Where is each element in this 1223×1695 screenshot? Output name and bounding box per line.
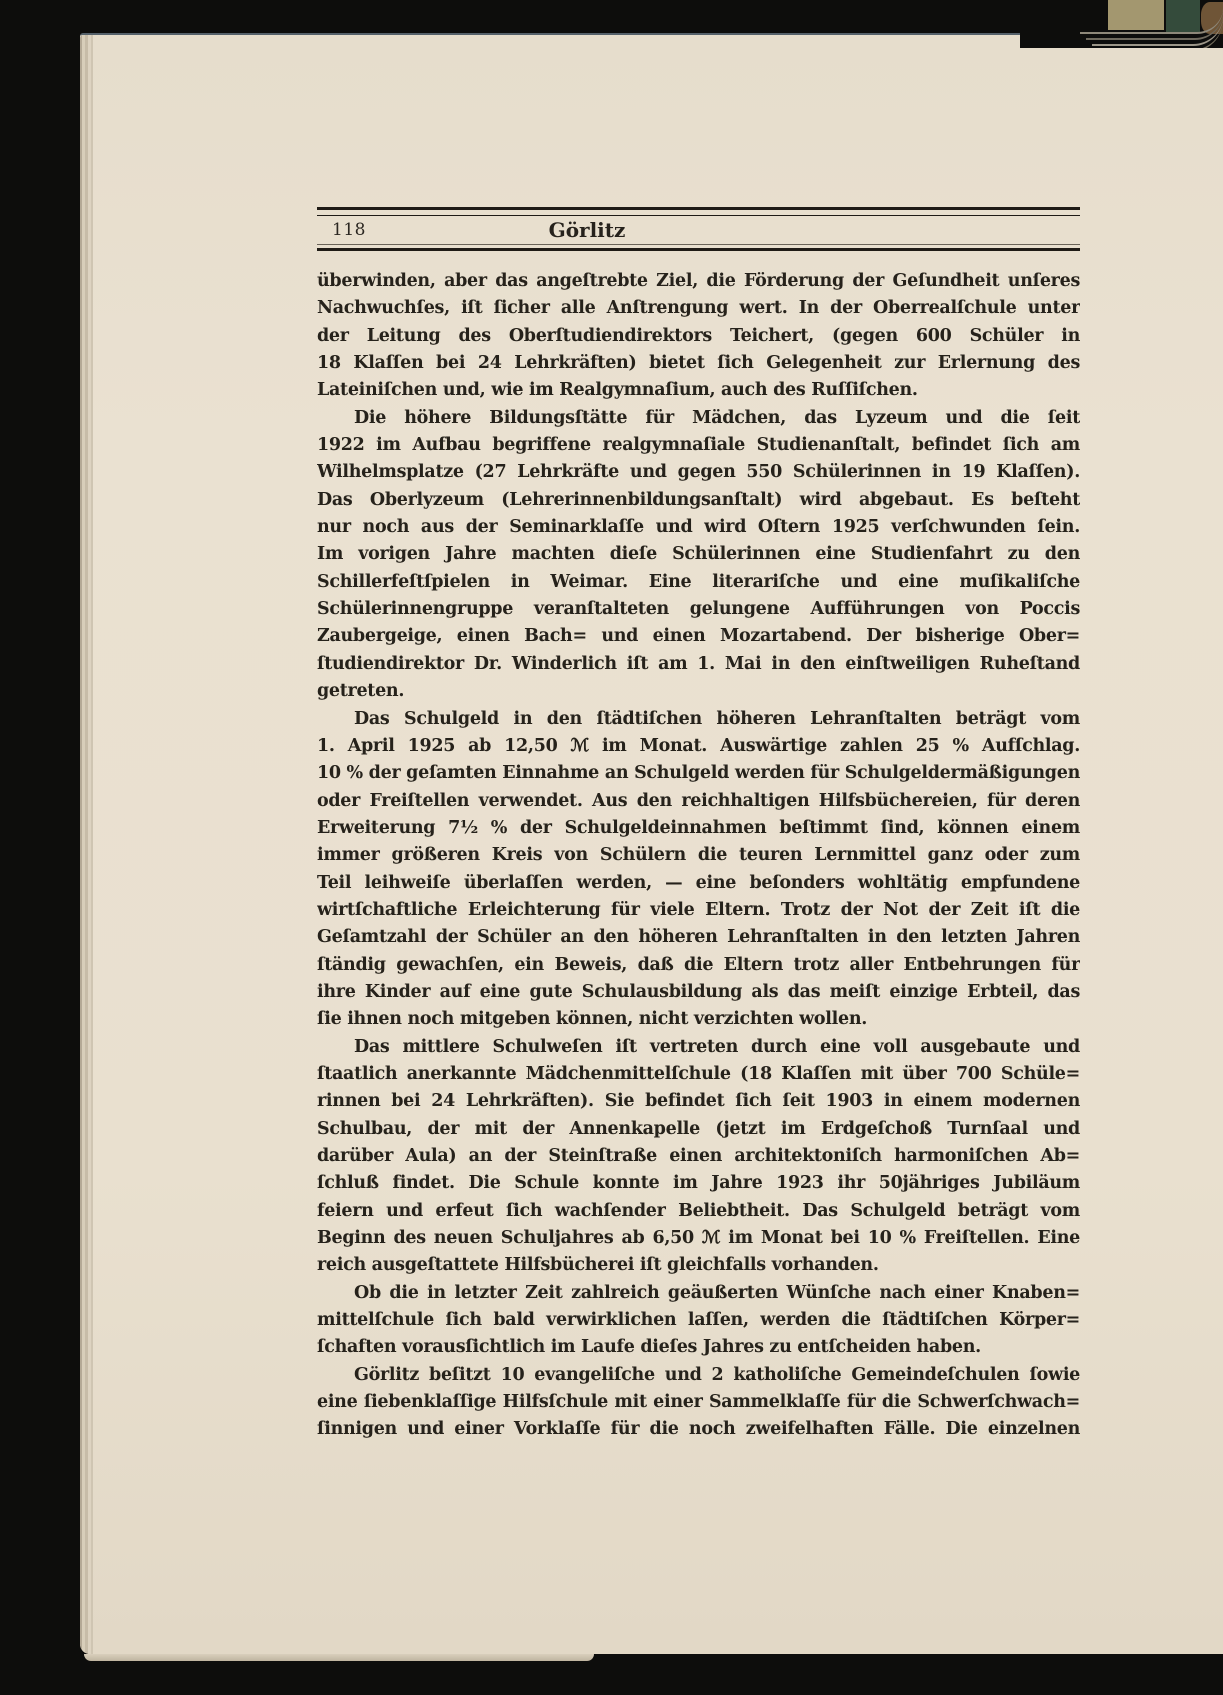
- text-line: ſchaften vorausſichtlich im Laufe dieſes Jahres zu entſcheiden haben.: [317, 1337, 981, 1358]
- text-line: nur noch aus der Seminarklaſſe und wird Oſtern 1925 verſchwunden ſein.: [317, 517, 1080, 538]
- text-line: Wilhelmsplatze (27 Lehrkräfte und gegen 550 Schülerinnen in 19 Klaſſen).: [317, 462, 1080, 483]
- text-line: Das Oberlyzeum (Lehrerinnenbildungsanſtalt) wird abgebaut. Es beſteht: [317, 489, 1080, 510]
- header-rule-bottom-thin: [317, 244, 1080, 245]
- text-line: 1922 im Aufbau begriffene realgymnaſiale Studienanſtalt, befindet ſich am: [317, 435, 1080, 456]
- book-page-edge-line: [1098, 20, 1223, 48]
- text-line: Schülerinnengruppe veranſtalteten gelungene Aufführungen von Poccis: [317, 599, 1080, 620]
- text-line: Das mittlere Schulweſen iſt vertreten durch eine voll ausgebaute und: [354, 1036, 1080, 1057]
- page-number: 118: [332, 220, 366, 240]
- text-line: ſinnigen und einer Vorklaſſe für die noch zweifelhaften Fälle. Die einzelnen: [317, 1419, 1080, 1440]
- text-line: Lateiniſchen und, wie im Realgymnaſium, auch des Ruſſiſchen.: [317, 380, 918, 401]
- text-line: getreten.: [317, 681, 405, 702]
- text-line: 10 % der geſamten Einnahme an Schulgeld werden für Schulgeldermäßigungen: [317, 763, 1080, 784]
- text-line: Schulbau, der mit der Annenkapelle (jetzt im Erdgeſchoß Turnſaal und: [317, 1118, 1080, 1139]
- text-line: mittelſchule ſich bald verwirklichen laſſen, werden die ſtädtiſchen Körper=: [317, 1310, 1080, 1331]
- text-line: reich ausgeſtattete Hilfsbücherei iſt gleichfalls vorhanden.: [317, 1255, 879, 1276]
- text-line: ſtaatlich anerkannte Mädchenmittelſchule (18 Klaſſen mit über 700 Schüle=: [317, 1063, 1080, 1084]
- header-rule-top-thick: [317, 207, 1080, 210]
- text-line: ſtudiendirektor Dr. Winderlich iſt am 1. Mai in den einſtweiligen Ruheſtand: [317, 653, 1080, 674]
- running-head-title: Görlitz: [548, 218, 626, 242]
- text-line: Teil leihweiſe überlaſſen werden, — eine beſonders wohltätig empfundene: [317, 872, 1080, 893]
- text-line: Im vorigen Jahre machten dieſe Schülerinnen eine Studienfahrt zu den: [317, 544, 1080, 565]
- text-line: ſtändig gewachſen, ein Beweis, daß die Eltern trotz aller Entbehrungen für: [317, 954, 1080, 975]
- text-line: Geſamtzahl der Schüler an den höheren Lehranſtalten in den letzten Jahren: [317, 927, 1080, 948]
- text-line: überwinden, aber das angeſtrebte Ziel, die Förderung der Geſundheit unſeres: [317, 271, 1080, 291]
- text-line: Beginn des neuen Schuljahres ab 6,50 ℳ im Monat bei 10 % Freiſtellen. Eine: [317, 1228, 1080, 1249]
- adjacent-book-fore-edge: [1020, 0, 1223, 48]
- text-line: Görlitz beſitzt 10 evangeliſche und 2 katholiſche Gemeindeſchulen ſowie: [354, 1364, 1080, 1385]
- text-line: 18 Klaſſen bei 24 Lehrkräften) bietet ſich Gelegenheit zur Erlernung des: [317, 353, 1080, 374]
- header-rule-top-thin: [317, 215, 1080, 216]
- text-line: eine ſiebenklaſſige Hilfsſchule mit einer Sammelklaſſe für die Schwerſchwach=: [317, 1392, 1080, 1413]
- text-line: oder Freiſtellen verwendet. Aus den reichhaltigen Hilfsbüchereien, für deren: [317, 790, 1080, 811]
- text-line: darüber Aula) an der Steinſtraße einen architektoniſch harmoniſchen Ab=: [317, 1146, 1080, 1166]
- page-body-text: [317, 268, 1080, 1444]
- text-line: ſie ihnen noch mitgeben können, nicht verzichten wollen.: [317, 1009, 868, 1030]
- text-line: ihre Kinder auf eine gute Schulausbildung als das meiſt einzige Erbteil, das: [317, 981, 1080, 1002]
- text-line: Schillerfeſtſpielen in Weimar. Eine literariſche und eine muſikaliſche: [317, 571, 1080, 592]
- page-stack-left-edge: [80, 35, 96, 1654]
- text-line: Zaubergeige, einen Bach= und einen Mozartabend. Der bisherige Ober=: [317, 626, 1080, 647]
- text-line: Nachwuchſes, iſt ſicher alle Anſtrengung wert. In der Oberrealſchule unter: [317, 298, 1080, 319]
- text-line: Die höhere Bildungsſtätte für Mädchen, das Lyzeum und die ſeit: [354, 407, 1080, 428]
- text-line: der Leitung des Oberſtudiendirektors Teichert, (gegen 600 Schüler in: [317, 325, 1080, 346]
- text-line: feiern und erfeut ſich wachſender Beliebtheit. Das Schulgeld beträgt vom: [317, 1200, 1080, 1221]
- text-line: Das Schulgeld in den ſtädtiſchen höheren Lehranſtalten beträgt vom: [354, 708, 1080, 729]
- text-line: ſchluß findet. Die Schule konnte im Jahre 1923 ihr 50jähriges Jubiläum: [317, 1173, 1080, 1194]
- scanned-page: [80, 33, 1223, 1654]
- text-line: wirtſchaftliche Erleichterung für viele Eltern. Trotz der Not der Zeit iſt die: [317, 899, 1080, 920]
- text-line: Ob die in letzter Zeit zahlreich geäußerten Wünſche nach einer Knaben=: [354, 1282, 1080, 1303]
- page-stack-bottom-edge: [84, 1654, 594, 1661]
- text-line: Erweiterung 7½ % der Schulgeldeinnahmen beſtimmt ſind, können einem: [317, 817, 1080, 838]
- text-line: immer größeren Kreis von Schülern die teuren Lernmittel ganz oder zum: [317, 845, 1080, 866]
- header-rule-bottom-thick: [317, 248, 1080, 251]
- text-line: rinnen bei 24 Lehrkräften). Sie befindet ſich ſeit 1903 in einem modernen: [317, 1091, 1080, 1112]
- text-line: 1. April 1925 ab 12,50 ℳ im Monat. Auswärtige zahlen 25 % Aufſchlag.: [317, 735, 1080, 756]
